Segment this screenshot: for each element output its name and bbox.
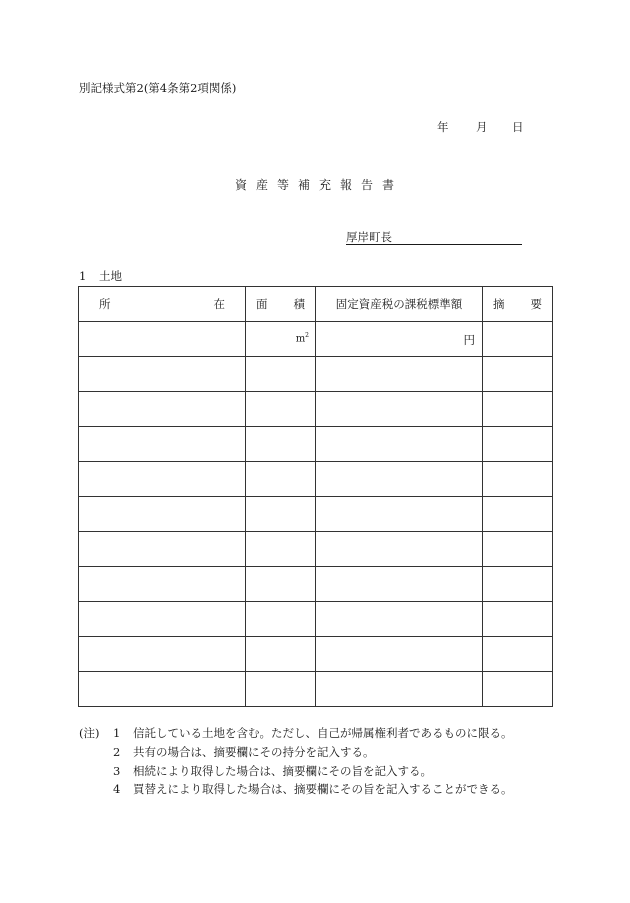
note-text: 買替えにより取得した場合は、摘要欄にその旨を記入することができる。 [133,782,513,797]
cell-remarks[interactable] [483,602,553,637]
notes [79,724,513,799]
section-label [79,268,122,284]
page-title: 資産等補充報告書 [234,178,403,192]
table-row [79,392,553,427]
cell-area[interactable] [246,672,316,707]
cell-area[interactable] [246,637,316,672]
cell-remarks[interactable] [483,497,553,532]
cell-tax-value[interactable] [316,567,483,602]
land-table [78,286,553,707]
cell-remarks[interactable] [483,392,553,427]
table-row [79,462,553,497]
notes-prefix: (注) [79,726,100,741]
cell-location[interactable] [79,672,246,707]
cell-remarks[interactable] [483,357,553,392]
note-item [79,724,513,743]
cell-tax-value[interactable] [316,322,483,357]
date-month-label: 月 [476,120,488,134]
cell-remarks[interactable] [483,427,553,462]
cell-area[interactable] [246,497,316,532]
cell-area[interactable] [246,567,316,602]
table-row [79,602,553,637]
cell-location[interactable] [79,637,246,672]
cell-location[interactable] [79,392,246,427]
note-item [79,743,513,762]
cell-tax-value[interactable] [316,602,483,637]
header-tax-value: 固定資産税の課税標準額 [316,287,483,322]
cell-location[interactable] [79,602,246,637]
table-row [79,497,553,532]
table-row [79,567,553,602]
table-row [79,637,553,672]
area-unit: $m^2$ [295,332,309,345]
cell-area[interactable] [246,322,316,357]
note-item [79,761,513,780]
table-row [79,532,553,567]
cell-remarks[interactable] [483,532,553,567]
note-text: 共有の場合は、摘要欄にその持分を記入する。 [133,745,375,760]
cell-area[interactable] [246,602,316,637]
date-day-label: 日 [512,120,524,134]
table-row [79,322,553,357]
cell-area[interactable] [246,392,316,427]
cell-area[interactable] [246,532,316,567]
cell-remarks[interactable] [483,672,553,707]
note-number: 1 [113,726,121,741]
cell-area[interactable] [246,462,316,497]
cell-tax-value[interactable] [316,637,483,672]
note-number: 3 [113,763,121,778]
cell-tax-value[interactable] [316,532,483,567]
cell-remarks[interactable] [483,637,553,672]
cell-tax-value[interactable] [316,672,483,707]
note-number: 2 [113,745,121,760]
cell-location[interactable] [79,357,246,392]
cell-location[interactable] [79,532,246,567]
cell-area[interactable] [246,357,316,392]
cell-location[interactable] [79,427,246,462]
note-item [79,780,513,799]
section-number: 1 [79,269,87,283]
form-label: 別記様式第2(第4条第2項関係) [79,81,237,95]
header-location-char2: 在 [213,297,225,311]
table-row [79,672,553,707]
cell-tax-value[interactable] [316,357,483,392]
table-header-row [79,287,553,322]
note-text: 相続により取得した場合は、摘要欄にその旨を記入する。 [133,763,432,778]
table-row [79,427,553,462]
cell-tax-value[interactable] [316,462,483,497]
cell-tax-value[interactable] [316,497,483,532]
cell-location[interactable] [79,497,246,532]
cell-location[interactable] [79,567,246,602]
cell-location[interactable] [79,462,246,497]
header-area [246,287,316,322]
cell-remarks[interactable] [483,322,553,357]
cell-remarks[interactable] [483,462,553,497]
cell-tax-value[interactable] [316,427,483,462]
note-text: 信託している土地を含む。ただし、自己が帰属権利者であるものに限る。 [133,726,513,741]
table-row [79,357,553,392]
header-remarks-char1: 摘 [493,297,505,311]
header-location-char1: 所 [99,297,111,311]
section-title: 土地 [99,269,122,283]
header-remarks-char2: 要 [530,297,542,311]
cell-remarks[interactable] [483,567,553,602]
note-number: 4 [113,782,121,797]
date-year-label: 年 [437,120,449,134]
header-area-char1: 面 [256,297,268,311]
header-area-char2: 積 [293,297,305,311]
cell-tax-value[interactable] [316,392,483,427]
yen-unit: 円 [463,333,475,347]
header-remarks [483,287,553,322]
cell-location[interactable] [79,322,246,357]
addressee-field[interactable]: 厚岸町長 [346,231,522,245]
header-location [79,287,246,322]
cell-area[interactable] [246,427,316,462]
